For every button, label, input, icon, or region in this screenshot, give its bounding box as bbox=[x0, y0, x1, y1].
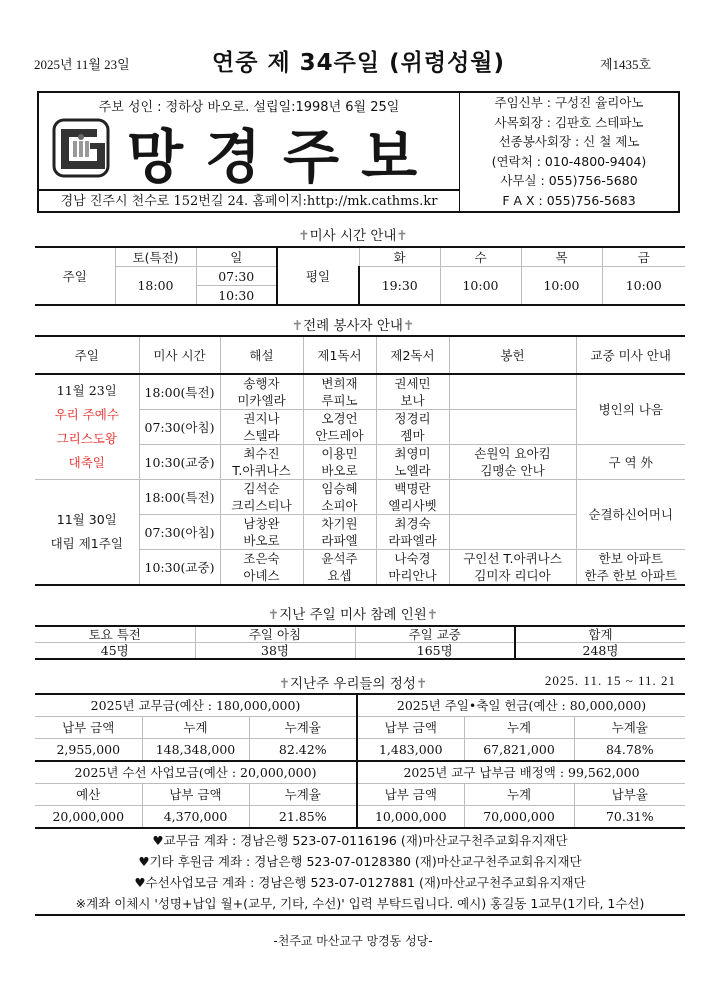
friday-time: 10:00 bbox=[602, 267, 685, 306]
mass-times-table bbox=[35, 246, 685, 306]
attendance-table bbox=[35, 625, 685, 660]
header-notice: 교중 미사 안내 bbox=[576, 336, 685, 374]
budget-block-title: 2025년 수선 사업모금(예산 : 20,000,000) bbox=[35, 761, 357, 784]
offering-cell bbox=[449, 410, 576, 445]
reader1-baptismal-name: 소피아 bbox=[303, 497, 376, 515]
header-reading2: 제2독서 bbox=[376, 336, 449, 374]
contact-council-president: 사목회장 : 김판호 스테파노 bbox=[494, 114, 644, 130]
cross-icon: ✝ bbox=[396, 228, 408, 244]
reader2-name: 나숙경 bbox=[376, 550, 449, 568]
contact-phone: (연락처 : 010-4800-9404) bbox=[491, 153, 647, 169]
attendance-total: 248명 bbox=[515, 643, 685, 660]
header-reading1: 제1독서 bbox=[303, 336, 376, 374]
reader1-name: 차기원 bbox=[303, 515, 376, 533]
column-header: 누계율 bbox=[249, 784, 357, 806]
amount-value: 2,955,000 bbox=[35, 739, 142, 762]
finance-table bbox=[35, 693, 685, 829]
reader2-name: 백명란 bbox=[376, 480, 449, 498]
commentator-name: 송행자 bbox=[220, 374, 303, 392]
contact-office: 사무실 : 055)756-5680 bbox=[500, 173, 638, 188]
feast-name-line2: 그리스도왕 bbox=[56, 431, 117, 446]
attendance-value: 38명 bbox=[195, 643, 355, 660]
liturgical-title: 연중 제 34주일 (위령성월) bbox=[212, 50, 506, 76]
column-header: 납부율 bbox=[574, 784, 685, 806]
reader1-name: 윤석주 bbox=[303, 550, 376, 568]
finance-title: ✝지난주 우리들의 정성✝ bbox=[278, 676, 428, 692]
commentator-baptismal-name: 크리스티나 bbox=[220, 497, 303, 515]
column-header: 누계율 bbox=[249, 717, 357, 739]
column-header: 납부 금액 bbox=[357, 784, 464, 806]
percent-value: 82.42% bbox=[249, 739, 357, 762]
contact-fax: F A X : 055)756-5683 bbox=[502, 192, 636, 208]
parish-footer: -천주교 마산교구 망경동 성당- bbox=[273, 934, 433, 948]
budget-block-title: 2025년 주일•축일 헌금(예산 : 80,000,000) bbox=[357, 694, 685, 717]
week2-date-cell: 11월 30일 대림 제1주일 bbox=[35, 480, 139, 586]
mass-time: 10:30(교중) bbox=[139, 445, 220, 480]
issue-number: 제1435호 bbox=[600, 57, 652, 72]
budget-block-title: 2025년 교무금(예산 : 180,000,000) bbox=[35, 694, 357, 717]
amount-value: 10,000,000 bbox=[357, 806, 464, 829]
masthead bbox=[37, 91, 680, 213]
reader1-baptismal-name: 요셉 bbox=[303, 567, 376, 585]
reader2-name: 최영미 bbox=[376, 445, 449, 463]
amount-value: 1,483,000 bbox=[357, 739, 464, 762]
commentator-baptismal-name: 아녜스 bbox=[220, 567, 303, 585]
cross-icon: ✝ bbox=[402, 318, 415, 334]
cross-icon: ✝ bbox=[291, 318, 304, 334]
wednesday-label: 수 bbox=[440, 247, 521, 267]
mass-time: 18:00(특전) bbox=[139, 374, 220, 410]
reader2-baptismal-name: 엘리사벳 bbox=[376, 497, 449, 515]
commentator-name: 최수진 bbox=[220, 445, 303, 463]
reader1-baptismal-name: 루피노 bbox=[303, 392, 376, 410]
commentator-baptismal-name: 바오로 bbox=[220, 532, 303, 550]
weekday-label: 평일 bbox=[277, 247, 359, 305]
patron-saint-line: 주보 성인 : 정하상 바오로. 설립일:1998년 6월 25일 bbox=[98, 100, 400, 115]
attendance-header: 토요 특전 bbox=[35, 626, 195, 643]
header-sunday: 주일 bbox=[35, 336, 139, 374]
commentator-name: 조은숙 bbox=[220, 550, 303, 568]
column-header: 납부 금액 bbox=[35, 717, 142, 739]
reader2-baptismal-name: 젬마 bbox=[376, 427, 449, 445]
transfer-note: ※계좌 이체시 '성명+납입 월+(교무, 기타, 수선)' 입력 부탁드립니다. 예시) 홍길동 1교무(1기타, 1수선) bbox=[75, 896, 645, 911]
amount-value: 70,000,000 bbox=[464, 806, 574, 829]
reader1-name: 오경언 bbox=[303, 410, 376, 428]
budget-block-title: 2025년 교구 납부금 배정액 : 99,562,000 bbox=[357, 761, 685, 784]
cross-icon: ✝ bbox=[415, 676, 428, 692]
offering-name: 손원익 요아킴 bbox=[449, 445, 576, 463]
reader2-name: 정경리 bbox=[376, 410, 449, 428]
column-header: 누계 bbox=[464, 717, 574, 739]
column-header: 누계 bbox=[464, 784, 574, 806]
cross-icon: ✝ bbox=[278, 676, 291, 692]
cross-icon: ✝ bbox=[298, 228, 310, 244]
servers-title: ✝전례 봉사자 안내✝ bbox=[291, 318, 415, 334]
cross-icon: ✝ bbox=[426, 607, 439, 623]
amount-value: 4,370,000 bbox=[142, 806, 249, 829]
wednesday-time: 10:00 bbox=[440, 267, 521, 306]
notice-cell: 순결하신어머니 bbox=[576, 480, 685, 550]
feast-name-line1: 대림 제1주일 bbox=[50, 536, 123, 551]
masthead-left bbox=[39, 93, 460, 211]
account-repair-fund: ♥수선사업모금 계좌 : 경남은행 523-07-0127881 (재)마산교구천주교회유지재단 bbox=[134, 875, 586, 890]
saturday-time: 18:00 bbox=[115, 267, 196, 306]
mass-time: 07:30(아침) bbox=[139, 410, 220, 445]
reader1-name: 변희재 bbox=[303, 374, 376, 392]
amount-value: 67,821,000 bbox=[464, 739, 574, 762]
contact-funeral-service: 선종봉사회장 : 신 철 제노 bbox=[498, 134, 640, 149]
header-commentary: 해설 bbox=[220, 336, 303, 374]
reader1-name: 이용민 bbox=[303, 445, 376, 463]
sunday-time-2: 10:30 bbox=[196, 286, 277, 306]
commentator-name: 권지나 bbox=[220, 410, 303, 428]
offering-cell bbox=[449, 480, 576, 515]
mass-times-title: ✝미사 시간 안내✝ bbox=[298, 228, 408, 244]
offering-cell bbox=[449, 515, 576, 550]
account-donation: ♥기타 후원금 계좌 : 경남은행 523-07-0128380 (재)마산교구천주교회유지재단 bbox=[138, 854, 582, 869]
mass-time: 18:00(특전) bbox=[139, 480, 220, 515]
reader2-name: 최경숙 bbox=[376, 515, 449, 533]
thursday-time: 10:00 bbox=[521, 267, 602, 306]
feast-name-line3: 대축일 bbox=[68, 455, 105, 470]
commentator-name: 남창완 bbox=[220, 515, 303, 533]
percent-value: 84.78% bbox=[574, 739, 685, 762]
tuesday-time: 19:30 bbox=[359, 267, 440, 306]
commentator-baptismal-name: 미카엘라 bbox=[220, 392, 303, 410]
mass-time: 10:30(교중) bbox=[139, 550, 220, 586]
reader1-baptismal-name: 바오로 bbox=[303, 462, 376, 480]
tuesday-label: 화 bbox=[359, 247, 440, 267]
reader2-baptismal-name: 마리안나 bbox=[376, 567, 449, 585]
offering-cell bbox=[449, 374, 576, 410]
servers-table bbox=[35, 335, 685, 586]
column-header: 누계율 bbox=[574, 717, 685, 739]
commentator-baptismal-name: T.아퀴나스 bbox=[220, 462, 303, 480]
amount-value: 20,000,000 bbox=[35, 806, 142, 829]
reader1-baptismal-name: 안드레아 bbox=[303, 427, 376, 445]
commentator-name: 김석순 bbox=[220, 480, 303, 498]
attendance-value: 45명 bbox=[35, 643, 195, 660]
sunday-label: 주일 bbox=[35, 247, 115, 305]
sunday-day-label: 일 bbox=[196, 247, 277, 267]
notice-cell: 구 역 外 bbox=[576, 445, 685, 480]
parish-logo-icon bbox=[51, 117, 111, 179]
feast-name-line1: 우리 주예수 bbox=[54, 407, 119, 422]
reader1-baptismal-name: 라파엘 bbox=[303, 532, 376, 550]
offering-name: 김맹순 안나 bbox=[449, 462, 576, 480]
friday-label: 금 bbox=[602, 247, 685, 267]
reader2-baptismal-name: 보나 bbox=[376, 392, 449, 410]
column-header: 누계 bbox=[142, 717, 249, 739]
address-homepage: 경남 진주시 천수로 152번길 24. 홈페이지:http://mk.cathms.kr bbox=[39, 189, 459, 213]
notice-line: 한보 아파트 bbox=[576, 550, 685, 568]
column-header: 납부 금액 bbox=[357, 717, 464, 739]
offering-name: 구인선 T.아퀴나스 bbox=[449, 550, 576, 568]
week1-date-cell: 11월 23일 우리 주예수 그리스도왕 대축일 bbox=[35, 374, 139, 480]
attendance-title: ✝지난 주일 미사 참례 인원✝ bbox=[267, 607, 439, 623]
commentator-baptismal-name: 스텔라 bbox=[220, 427, 303, 445]
percent-value: 70.31% bbox=[574, 806, 685, 829]
bulletin-name: 망경주보 bbox=[127, 123, 440, 191]
reader2-baptismal-name: 노엘라 bbox=[376, 462, 449, 480]
column-header: 납부 금액 bbox=[142, 784, 249, 806]
contact-pastor: 주임신부 : 구성진 율리아노 bbox=[494, 95, 644, 110]
notice-line: 한주 한보 아파트 bbox=[576, 567, 685, 585]
thursday-label: 목 bbox=[521, 247, 602, 267]
reader2-name: 권세민 bbox=[376, 374, 449, 392]
contact-info bbox=[460, 93, 678, 211]
saturday-label: 토(특전) bbox=[115, 247, 196, 267]
cross-icon: ✝ bbox=[267, 607, 280, 623]
reader2-baptismal-name: 라파엘라 bbox=[376, 532, 449, 550]
column-header: 예산 bbox=[35, 784, 142, 806]
attendance-header: 합계 bbox=[515, 626, 685, 643]
header-mass-time: 미사 시간 bbox=[139, 336, 220, 374]
bulletin-date: 2025년 11월 23일 bbox=[34, 57, 130, 72]
header-offering: 봉헌 bbox=[449, 336, 576, 374]
attendance-header: 주일 아침 bbox=[195, 626, 355, 643]
offering-name: 김미자 리디아 bbox=[449, 567, 576, 585]
attendance-value: 165명 bbox=[355, 643, 515, 660]
finance-date-range: 2025. 11. 15 ~ 11. 21 bbox=[544, 673, 676, 688]
amount-value: 148,348,000 bbox=[142, 739, 249, 762]
percent-value: 21.85% bbox=[249, 806, 357, 829]
account-tithe: ♥교무금 계좌 : 경남은행 523-07-0116196 (재)마산교구천주교회유지재단 bbox=[152, 833, 568, 848]
notice-cell: 병인의 나음 bbox=[576, 374, 685, 445]
attendance-header: 주일 교중 bbox=[355, 626, 515, 643]
mass-time: 07:30(아침) bbox=[139, 515, 220, 550]
sunday-time-1: 07:30 bbox=[196, 267, 277, 286]
bank-accounts bbox=[35, 830, 685, 916]
reader1-name: 임승혜 bbox=[303, 480, 376, 498]
